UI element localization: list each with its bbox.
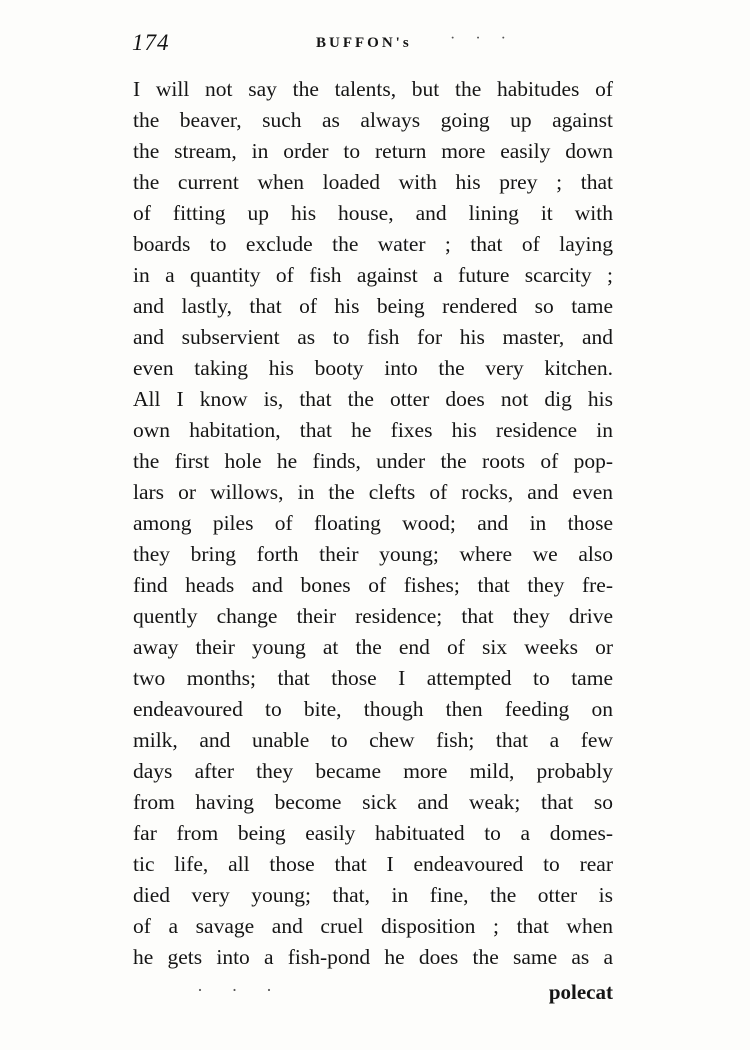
text-line: in a quantity of fish against a future scarcity ; — [133, 263, 613, 287]
text-line: boards to exclude the water ; that of laying — [133, 232, 613, 256]
text-line: tic life, all those that I endeavoured to rear — [133, 852, 613, 876]
text-line: find heads and bones of fishes; that they fre- — [133, 573, 613, 597]
text-line: the beaver, such as always going up against — [133, 108, 613, 132]
text-line: he gets into a fish-pond he does the same as a — [133, 945, 613, 969]
page-footer — [133, 980, 613, 1012]
footer-marks: · · · — [197, 980, 284, 1000]
text-line: endeavoured to bite, though then feeding on — [133, 697, 613, 721]
text-line: milk, and unable to chew fish; that a few — [133, 728, 613, 752]
text-line: All I know is, that the otter does not dig his — [133, 387, 613, 411]
text-line: even taking his booty into the very kitchen. — [133, 356, 613, 380]
text-line: two months; that those I attempted to tame — [133, 666, 613, 690]
text-line: I will not say the talents, but the habitudes of — [133, 77, 613, 101]
catchword: polecat — [548, 980, 613, 1004]
text-line: own habitation, that he fixes his residence in — [133, 418, 613, 442]
text-line: and lastly, that of his being rendered so tame — [133, 294, 613, 318]
text-line: of fitting up his house, and lining it with — [133, 201, 613, 225]
header-marks: · · · — [450, 30, 514, 47]
body-text — [133, 74, 613, 973]
text-line: among piles of floating wood; and in those — [133, 511, 613, 535]
text-line: and subservient as to fish for his master, and — [133, 325, 613, 349]
text-line: lars or willows, in the clefts of rocks, and even — [133, 480, 613, 504]
text-line: quently change their residence; that they drive — [133, 604, 613, 628]
text-line: the stream, in order to return more easily down — [133, 139, 613, 163]
page-header — [132, 30, 602, 60]
text-line: away their young at the end of six weeks or — [133, 635, 613, 659]
text-line: the current when loaded with his prey ; that — [133, 170, 613, 194]
page-number: 174 — [132, 30, 170, 55]
text-line: of a savage and cruel disposition ; that when — [133, 914, 613, 938]
text-line: they bring forth their young; where we also — [133, 542, 613, 566]
text-line: far from being easily habituated to a domes- — [133, 821, 613, 845]
text-line: died very young; that, in fine, the otter is — [133, 883, 613, 907]
text-line: the first hole he finds, under the roots of pop- — [133, 449, 613, 473]
text-line: days after they became more mild, probably — [133, 759, 613, 783]
text-line: from having become sick and weak; that so — [133, 790, 613, 814]
running-head: BUFFON's — [316, 35, 412, 51]
